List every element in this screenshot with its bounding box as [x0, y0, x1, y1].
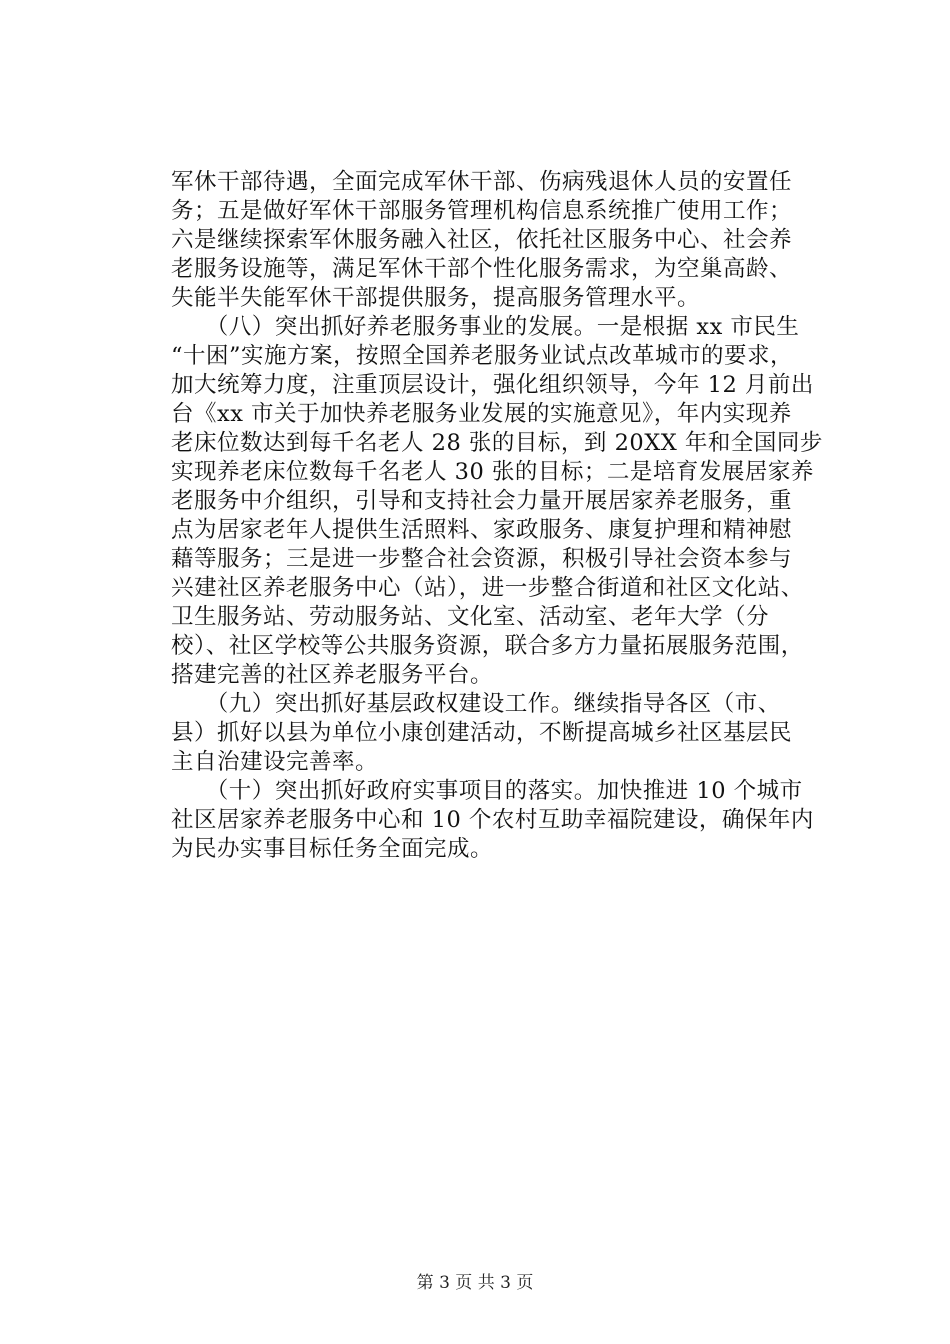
text-line: 搭建完善的社区养老服务平台。	[171, 662, 494, 688]
text-line: 老服务中介组织，引导和支持社会力量开展居家养老服务，重	[171, 488, 793, 514]
text-line: 为民办实事目标任务全面完成。	[171, 836, 494, 862]
document-body	[171, 168, 823, 864]
text-line: 社区居家养老服务中心和 10 个农村互助幸福院建设，确保年内	[171, 807, 814, 833]
text-line: 县）抓好以县为单位小康创建活动，不断提高城乡社区基层民	[171, 720, 793, 746]
text-line: 点为居家老年人提供生活照料、家政服务、康复护理和精神慰	[171, 517, 793, 543]
page-footer: 第 3 页 共 3 页	[416, 1273, 534, 1293]
text-line: 六是继续探索军休服务融入社区，依托社区服务中心、社会养	[171, 227, 793, 253]
text-line: 校）、社区学校等公共服务资源，联合多方力量拓展服务范围，	[171, 633, 804, 659]
text-line: （十）突出抓好政府实事项目的落实。加快推进 10 个城市	[171, 778, 803, 804]
text-line: 藉等服务；三是进一步整合社会资源，积极引导社会资本参与	[171, 546, 793, 572]
text-line: 兴建社区养老服务中心（站），进一步整合街道和社区文化站、	[171, 575, 804, 601]
text-line: 实现养老床位数每千名老人 30 张的目标；二是培育发展居家养	[171, 459, 814, 485]
text-line: （九）突出抓好基层政权建设工作。继续指导各区（市、	[171, 691, 781, 717]
text-line: 老床位数达到每千名老人 28 张的目标，到 20XX 年和全国同步	[171, 430, 823, 456]
text-line: 老服务设施等，满足军休干部个性化服务需求，为空巢高龄、	[171, 256, 793, 282]
text-line: 军休干部待遇，全面完成军休干部、伤病残退休人员的安置任	[171, 169, 793, 195]
text-line: 卫生服务站、劳动服务站、文化室、活动室、老年大学（分	[171, 604, 770, 630]
text-line: 主自治建设完善率。	[171, 749, 379, 775]
text-line: 务；五是做好军休干部服务管理机构信息系统推广使用工作；	[171, 198, 793, 224]
text-line: （八）突出抓好养老服务事业的发展。一是根据 xx 市民生	[171, 314, 800, 340]
text-line: “十困”实施方案，按照全国养老服务业试点改革城市的要求，	[171, 343, 794, 369]
text-line: 台《xx 市关于加快养老服务业发展的实施意见》，年内实现养	[171, 401, 792, 427]
text-line: 加大统筹力度，注重顶层设计，强化组织领导，今年 12 月前出	[171, 372, 814, 398]
text-line: 失能半失能军休干部提供服务，提高服务管理水平。	[171, 285, 701, 311]
